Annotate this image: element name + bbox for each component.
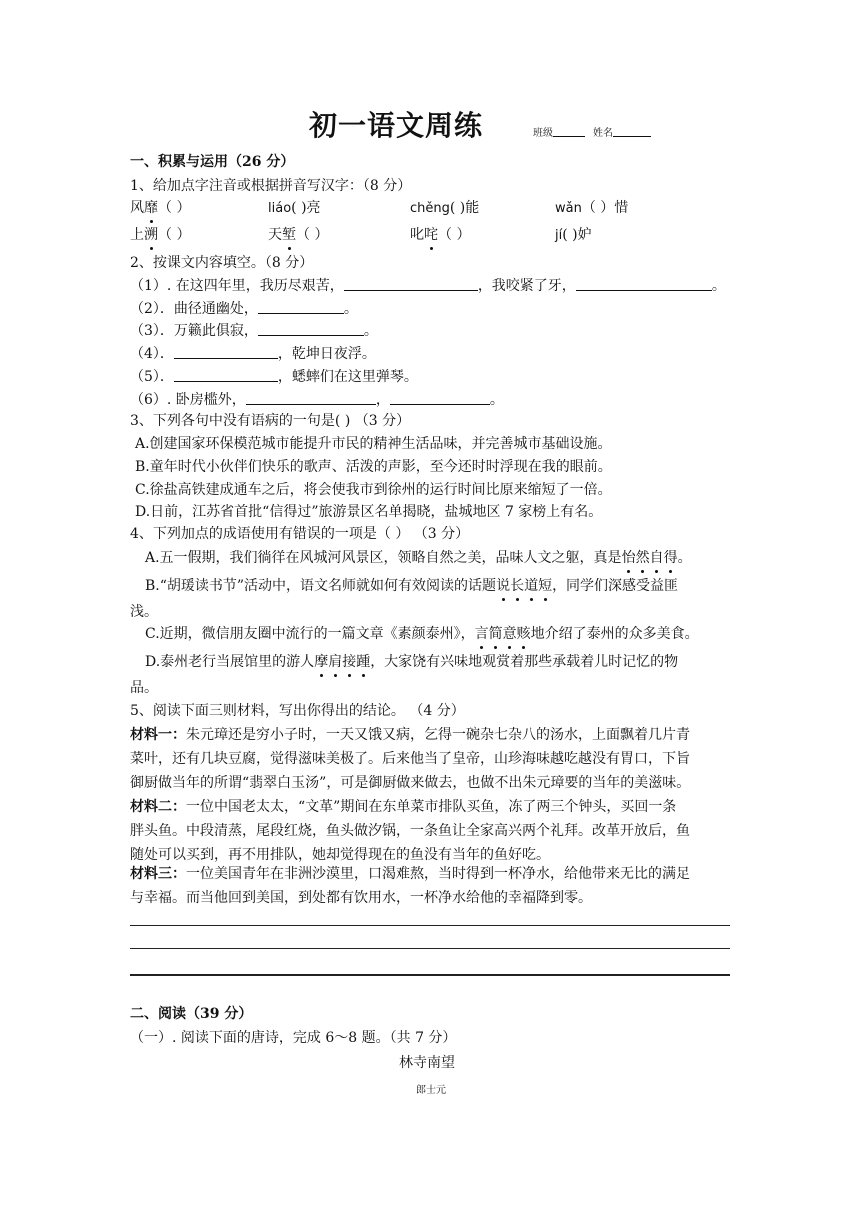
q1-item-5 xyxy=(130,225,190,245)
dotted-char: 赅 xyxy=(516,626,531,642)
answer-paren[interactable]: （ ） xyxy=(158,200,191,216)
dotted-char: 然 xyxy=(635,550,650,566)
answer-paren[interactable]: （ ） xyxy=(158,227,191,243)
q2-stem: 2、按课文内容填空。（8 分） xyxy=(130,255,314,271)
q3-stem: 3、下列各句中没有语病的一句是( ) （3 分） xyxy=(130,413,411,429)
dotted-char: 自 xyxy=(649,550,664,566)
q4-c-pre: C.近期，微信朋友圈中流行的一篇文章《素颜泰州》， xyxy=(145,626,475,642)
answer-paren[interactable]: （ ） xyxy=(296,227,329,243)
material-1-line-3: 御厨做当年的所谓“翡翠白玉汤”，可是御厨做来做去，也做不出朱元璋要的当年的美滋味。 xyxy=(130,775,691,791)
answer-line-2[interactable] xyxy=(130,948,730,949)
q1-item-7 xyxy=(410,225,470,245)
dotted-char: 接 xyxy=(342,654,357,670)
q4-b-post: ，同学们深感受益匪 xyxy=(552,578,679,594)
q3-option-c[interactable]: C.徐盐高铁建成通车之后，将会使我市到徐州的运行时间比原来缩短了一倍。 xyxy=(135,482,612,498)
dotted-char: 摩 xyxy=(314,654,329,670)
q2-line-6 xyxy=(130,390,504,410)
q4-option-c[interactable] xyxy=(145,624,699,644)
q4-stem: 4、下列加点的成语使用有错误的一项是（ ） （3 分） xyxy=(130,526,470,542)
q2-l4-b: ，乾坤日夜浮。 xyxy=(277,346,376,362)
q2-l1-c: 。 xyxy=(711,278,726,294)
q1-item-3 xyxy=(410,198,479,219)
name-label: 姓名 xyxy=(593,128,613,139)
material-2-label: 材料二： xyxy=(130,799,186,815)
q4-d-post: ，大家饶有兴味地观赏着那些承载着儿时记忆的物 xyxy=(370,654,679,670)
material-3-label: 材料三： xyxy=(130,866,186,882)
fill-blank[interactable] xyxy=(344,276,478,291)
section-2-heading: 二、阅读（39 分） xyxy=(130,1006,253,1022)
poem-title: 林寺南望 xyxy=(399,1055,455,1071)
q4-option-d-cont: 品。 xyxy=(130,680,158,696)
q1-item-8 xyxy=(555,225,592,246)
pinyin: chěng xyxy=(410,201,450,216)
material-3-text: 一位美国青年在非洲沙漠里，口渴难熬，当时得到一杯净水，给他带来无比的满足 xyxy=(186,866,690,882)
class-blank[interactable] xyxy=(553,125,585,137)
fill-blank[interactable] xyxy=(174,344,278,359)
fill-blank[interactable] xyxy=(258,321,364,336)
q2-l3-a: （3）．万籁此俱寂， xyxy=(130,323,258,339)
dotted-char: 长 xyxy=(510,578,525,594)
class-field[interactable] xyxy=(533,124,585,144)
q1-item-4 xyxy=(555,198,628,219)
fill-blank[interactable] xyxy=(390,390,490,405)
dotted-char: 怡 xyxy=(621,550,636,566)
class-label: 班级 xyxy=(533,128,553,139)
dotted-char: 道 xyxy=(524,578,539,594)
q4-a-post: 。 xyxy=(677,550,692,566)
pinyin: wǎn xyxy=(555,201,582,216)
dotted-char: 咤 xyxy=(424,227,438,243)
q4-a-pre: A.五一假期，我们徜徉在风城河风景区，领略自然之美，品味人文之躯，真是 xyxy=(145,550,622,566)
answer-paren[interactable]: （ ） xyxy=(438,227,471,243)
q1-stem: 1、给加点字注音或根据拼音写汉字：（8 分） xyxy=(130,178,412,194)
q2-line-5 xyxy=(130,367,418,387)
fill-blank[interactable] xyxy=(174,367,278,382)
name-field[interactable] xyxy=(593,124,651,144)
dotted-char: 靡 xyxy=(144,200,158,216)
pinyin: jí xyxy=(555,228,563,243)
answer-paren[interactable]: ( ) xyxy=(291,200,307,216)
pinyin: liáo xyxy=(268,201,292,216)
q2-line-2 xyxy=(130,299,358,319)
material-3-line-1 xyxy=(130,864,690,884)
q3-option-b[interactable]: B.童年时代小伙伴们快乐的歌声、活泼的声影，至今还时时浮现在我的眼前。 xyxy=(135,459,612,475)
reading-intro: （一）. 阅读下面的唐诗，完成 6～8 题。（共 7 分） xyxy=(130,1030,457,1046)
q1-r1-a-pre: 风 xyxy=(130,200,144,216)
q4-option-b-cont: 浅。 xyxy=(130,604,158,620)
dotted-char: 短 xyxy=(538,578,553,594)
q2-line-1 xyxy=(130,276,726,296)
q2-l2-b: 。 xyxy=(343,301,358,317)
q4-option-b[interactable] xyxy=(145,576,678,596)
q2-l2-a: （2）．曲径通幽处， xyxy=(130,301,258,317)
q2-l1-a: （1）. 在这四年里，我历尽艰苦， xyxy=(130,278,344,294)
fill-blank[interactable] xyxy=(258,299,344,314)
dotted-char: 踵 xyxy=(356,654,371,670)
q1-item-1 xyxy=(130,198,190,218)
dotted-char: 溯 xyxy=(144,227,158,243)
q1-r2-b-pre: 天 xyxy=(268,227,282,243)
material-2-line-1 xyxy=(130,797,676,817)
fill-blank[interactable] xyxy=(246,390,376,405)
answer-line-1[interactable] xyxy=(130,925,730,926)
q1-item-2 xyxy=(268,198,321,219)
q2-l6-b: ， xyxy=(375,392,390,408)
section-1-heading: 一、积累与运用（26 分） xyxy=(130,154,295,170)
q3-option-a[interactable]: A.创建国家环保模范城市能提升市民的精神生活品味，并完善城市基础设施。 xyxy=(135,436,612,452)
dotted-char: 意 xyxy=(502,626,517,642)
poem-author: 郎士元 xyxy=(416,1085,446,1096)
q2-l3-b: 。 xyxy=(363,323,378,339)
q2-l5-b: ，蟋蟀们在这里弹琴。 xyxy=(277,369,418,385)
q2-l6-a: （6）. 卧房槛外， xyxy=(130,392,246,408)
q2-l5-a: （5）． xyxy=(130,369,174,385)
dotted-char: 简 xyxy=(488,626,503,642)
dotted-char: 肩 xyxy=(328,654,343,670)
dotted-char: 得 xyxy=(663,550,678,566)
q3-option-d[interactable]: D.日前，江苏省首批“信得过”旅游景区名单揭晓，盐城地区 7 家榜上有名。 xyxy=(135,504,603,520)
q2-l1-b: ，我咬紧了牙， xyxy=(477,278,576,294)
answer-paren[interactable]: （ ） xyxy=(581,200,615,216)
q1-r2-c-pre: 叱 xyxy=(410,227,424,243)
dotted-char: 堑 xyxy=(282,227,296,243)
q2-l6-c: 。 xyxy=(489,392,504,408)
material-1-line-1 xyxy=(130,725,690,745)
q1-r2-a-pre: 上 xyxy=(130,227,144,243)
q2-line-4 xyxy=(130,344,376,364)
q1-r2-d-post: 妒 xyxy=(577,227,592,243)
q4-option-a[interactable] xyxy=(145,548,692,568)
q2-l4-a: （4）． xyxy=(130,346,174,362)
q5-stem: 5、阅读下面三则材料，写出你得出的结论。 （4 分） xyxy=(130,703,465,719)
q4-c-post: 地介绍了泰州的众多美食。 xyxy=(530,626,699,642)
name-blank[interactable] xyxy=(613,125,651,137)
fill-blank[interactable] xyxy=(576,276,712,291)
q2-line-3 xyxy=(130,321,378,341)
q1-r1-d-post: 惜 xyxy=(614,200,629,216)
material-1-text: 朱元璋还是穷小子时，一天又饿又病，乞得一碗杂七杂八的汤水，上面飘着几片青 xyxy=(186,727,690,743)
section-divider xyxy=(130,974,730,976)
q1-item-6 xyxy=(268,225,328,245)
material-1-line-2: 菜叶，还有几块豆腐，觉得滋味美极了。后来他当了皇帝，山珍海味越吃越没有胃口，下旨 xyxy=(130,751,690,767)
q1-r1-c-post: 能 xyxy=(465,200,480,216)
dotted-char: 说 xyxy=(496,578,511,594)
dotted-char: 言 xyxy=(474,626,489,642)
q4-option-d[interactable] xyxy=(145,652,678,672)
q1-r1-b-post: 亮 xyxy=(306,200,321,216)
answer-paren[interactable]: ( ) xyxy=(562,227,578,243)
q4-b-pre: B.“胡瑗读书节”活动中，语文名师就如何有效阅读的话题 xyxy=(145,578,497,594)
material-3-line-2: 与幸福。而当他回到美国，到处都有饮用水，一杯净水给他的幸福降到零。 xyxy=(130,890,592,906)
answer-paren[interactable]: ( ) xyxy=(449,200,466,216)
page-title: 初一语文周练 xyxy=(309,109,484,142)
material-2-line-3: 随处可以买到，再不用排队，她却觉得现在的鱼没有当年的鱼好吃。 xyxy=(130,847,550,863)
material-1-label: 材料一： xyxy=(130,727,186,743)
q4-d-pre: D.泰州老行当展馆里的游人 xyxy=(145,654,315,670)
material-2-line-2: 胖头鱼。中段清蒸，尾段红烧，鱼头做汐锅，一条鱼让全家高兴两个礼拜。改革开放后，鱼 xyxy=(130,823,690,839)
material-2-text: 一位中国老太太，“文革”期间在东单菜市排队买鱼，冻了两三个钟头，买回一条 xyxy=(186,799,677,815)
